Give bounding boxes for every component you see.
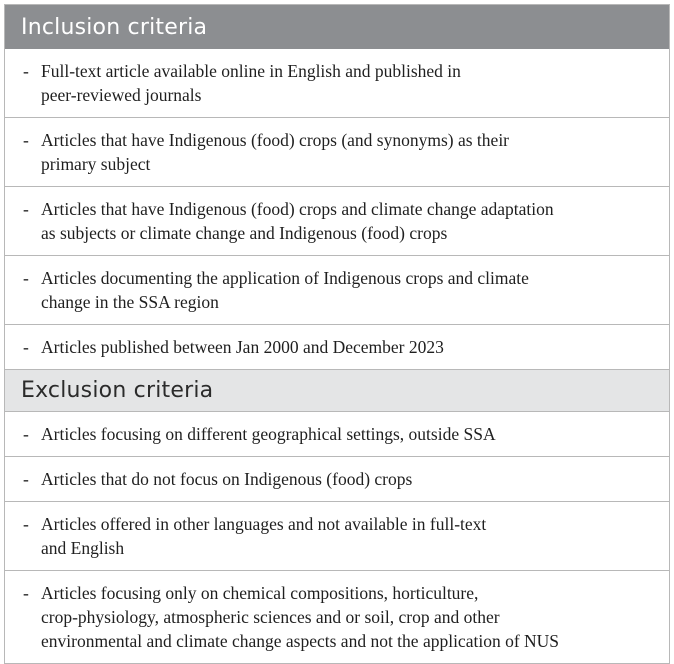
exclusion-item (5, 456, 669, 501)
dash-bullet: - (23, 424, 29, 444)
exclusion-item-text: Articles focusing on different geographical settings, outside SSA (41, 424, 496, 444)
exclusion-item (5, 412, 669, 456)
inclusion-item-text: Full-text article available online in English and published in peer-reviewed journals (41, 61, 461, 105)
exclusion-item-text: Articles offered in other languages and not available in full-text and English (41, 514, 487, 558)
dash-bullet: - (23, 61, 29, 81)
inclusion-item (5, 255, 669, 324)
dash-bullet: - (23, 268, 29, 288)
dash-bullet: - (23, 199, 29, 219)
inclusion-item (5, 117, 669, 186)
dash-bullet: - (23, 469, 29, 489)
inclusion-criteria-list (5, 49, 669, 369)
exclusion-criteria-header: Exclusion criteria (5, 369, 669, 412)
exclusion-item-text: Articles focusing only on chemical compositions, horticulture, crop-physiology, atmospheric sciences and or soil, crop and other environmental and climate change aspects and not the application of NUS (41, 583, 560, 651)
exclusion-criteria-list (5, 412, 669, 663)
inclusion-item-text: Articles published between Jan 2000 and December 2023 (41, 337, 444, 357)
criteria-table (4, 4, 670, 664)
dash-bullet: - (23, 583, 29, 603)
inclusion-item (5, 324, 669, 369)
dash-bullet: - (23, 514, 29, 534)
exclusion-item-text: Articles that do not focus on Indigenous (food) crops (41, 469, 413, 489)
inclusion-item (5, 186, 669, 255)
inclusion-item (5, 49, 669, 117)
exclusion-item (5, 501, 669, 570)
inclusion-item-text: Articles documenting the application of Indigenous crops and climate change in the SSA region (41, 268, 529, 312)
inclusion-criteria-header: Inclusion criteria (5, 5, 669, 49)
inclusion-item-text: Articles that have Indigenous (food) crops and climate change adaptation as subjects or climate change and Indigenous (food) crops (41, 199, 554, 243)
dash-bullet: - (23, 337, 29, 357)
inclusion-item-text: Articles that have Indigenous (food) crops (and synonyms) as their primary subject (41, 130, 510, 174)
dash-bullet: - (23, 130, 29, 150)
exclusion-item (5, 570, 669, 663)
